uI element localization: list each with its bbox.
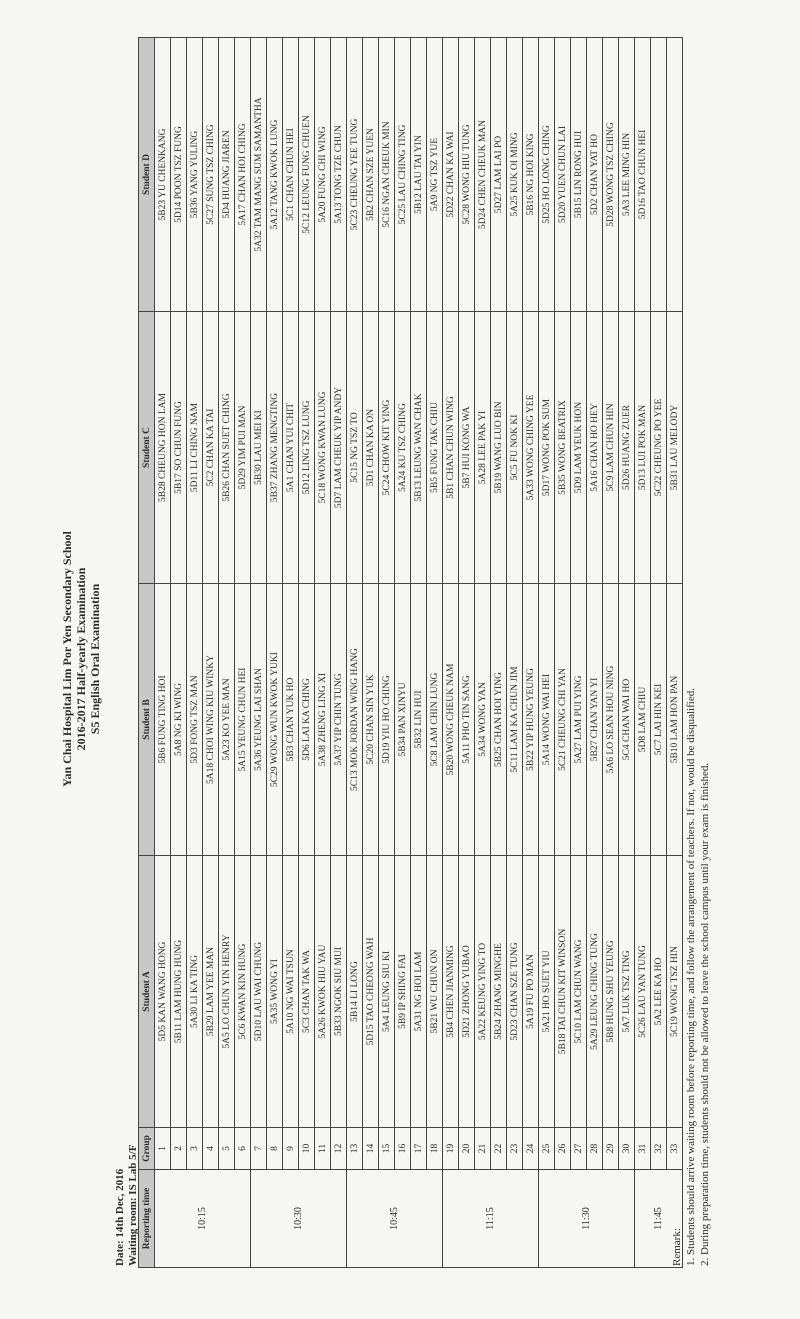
student-a-cell: 5B24 ZHANG MINGHE [491,856,507,1128]
group-cell: 17 [411,1128,427,1170]
student-a-cell: 5B11 LAM HUNG HUNG [171,856,187,1128]
student-a-cell: 5C26 LAU YAN TUNG [635,856,651,1128]
student-b-cell: 5A36 YEUNG LAI SHAN [251,584,267,856]
student-c-cell: 5A33 WONG CHING YEE [523,312,539,584]
student-a-cell: 5A29 LEUNG CHING TUNG [587,856,603,1128]
student-b-cell: 5D6 LAI KA CHING [299,584,315,856]
student-a-cell: 5A22 KEUNG YING TO [475,856,491,1128]
group-cell: 31 [635,1128,651,1170]
student-b-cell: 5C21 CHEUNG CHI YAN [555,584,571,856]
group-cell: 14 [363,1128,379,1170]
student-d-cell: 5B16 NG HOI KING [523,38,539,312]
group-cell: 5 [219,1128,235,1170]
student-b-cell: 5A23 KO YEE MAN [219,584,235,856]
group-cell: 12 [331,1128,347,1170]
table-row [587,38,603,1268]
table-row [491,38,507,1268]
table-row [203,38,219,1268]
table-row [571,38,587,1268]
student-a-cell: 5B33 NGOK SIU MUI [331,856,347,1128]
group-cell: 22 [491,1128,507,1170]
student-a-cell: 5D23 CHAN SZE TUNG [507,856,523,1128]
student-b-cell: 5B25 CHAN HOI YING [491,584,507,856]
remarks [670,688,712,1266]
student-a-cell: 5C10 LAM CHUN WANG [571,856,587,1128]
student-d-cell: 5C1 CHAN CHUN HEI [283,38,299,312]
student-b-cell: 5A15 YEUNG CHUN HEI [235,584,251,856]
student-b-cell: 5B10 LAM HON PAN [667,584,683,856]
student-d-cell: 5D28 WONG TSZ CHING [603,38,619,312]
table-row [315,38,331,1268]
student-d-cell: 5C28 WONG HIU TUNG [459,38,475,312]
student-d-cell [651,38,667,312]
table-row [299,38,315,1268]
student-d-cell: 5A25 KUK OI MING [507,38,523,312]
reporting-time-cell: 10:45 [347,1170,443,1268]
student-a-cell: 5B14 LI LONG [347,856,363,1128]
student-c-cell: 5B30 LAU MEI KI [251,312,267,584]
student-d-cell: 5B12 LAU TAI YIN [411,38,427,312]
student-c-cell: 5B31 LAU MELODY [667,312,683,584]
student-b-cell: 5A18 CHOI WING KIU WINKY [203,584,219,856]
student-a-cell: 5A7 LUK TSZ TING [619,856,635,1128]
student-d-cell: 5D24 CHEN CHEUK MAN [475,38,491,312]
student-d-cell: 5D27 LAM LAI PO [491,38,507,312]
student-b-cell: 5C7 LAI HIN KEI [651,584,667,856]
table-row [395,38,411,1268]
header-group: Group [139,1128,155,1170]
header-reporting-time: Reporting time [139,1170,155,1268]
table-row [603,38,619,1268]
student-b-cell: 5B3 CHAN YUK HO [283,584,299,856]
table-row [619,38,635,1268]
reporting-time-cell: 10:15 [155,1170,251,1268]
group-cell: 30 [619,1128,635,1170]
reporting-time-cell: 11:30 [539,1170,635,1268]
student-a-cell: 5B4 CHEN JIANMING [443,856,459,1128]
student-c-cell: 5D11 LI CHING NAM [187,312,203,584]
student-d-cell: 5D14 POON TSZ FUNG [171,38,187,312]
table-row [283,38,299,1268]
subject-title: S5 English Oral Examination [88,583,102,735]
group-cell: 26 [555,1128,571,1170]
table-row [555,38,571,1268]
group-cell: 21 [475,1128,491,1170]
student-a-cell: 5D21 ZHONG YUBAO [459,856,475,1128]
student-b-cell: 5D19 YIU HO CHING [379,584,395,856]
student-b-cell: 5C29 WONG WUN KWOK YUKI [267,584,283,856]
student-c-cell: 5B35 WONG BEATRIX [555,312,571,584]
student-a-cell: 5A2 LEE KA HO [651,856,667,1128]
student-a-cell: 5B29 LAM YEE MAN [203,856,219,1128]
student-a-cell: 5B21 WU CHUN ON [427,856,443,1128]
table-row [459,38,475,1268]
student-d-cell: 5C25 LAU CHING TING [395,38,411,312]
student-c-cell: 5C22 CHEUNG PO YEE [651,312,667,584]
student-c-cell: 5B17 SO CHUN FUNG [171,312,187,584]
student-c-cell: 5B13 LEUNG WAN CHAK [411,312,427,584]
student-d-cell: 5A13 TONG TZE CHUN [331,38,347,312]
student-b-cell: 5B27 CHAN YAN YI [587,584,603,856]
student-c-cell: 5C5 FU NOK KI [507,312,523,584]
student-a-cell: 5D15 TAO CHEONG WAH [363,856,379,1128]
group-cell: 23 [507,1128,523,1170]
student-d-cell: 5C27 SUNG TSZ CHING [203,38,219,312]
student-a-cell: 5D5 KAN WANG HONG [155,856,171,1128]
group-cell: 27 [571,1128,587,1170]
header-student-a: Student A [139,856,155,1128]
group-cell: 10 [299,1128,315,1170]
header-student-d: Student D [139,38,155,312]
group-cell: 29 [603,1128,619,1170]
student-b-cell: 5A27 LAM PUI YING [571,584,587,856]
student-b-cell: 5A38 ZHENG LING XI [315,584,331,856]
student-d-cell: 5A32 TAM MANG SUM SAMANTHA [251,38,267,312]
table-row [635,38,651,1268]
student-c-cell: 5C24 CHOW KIT YING [379,312,395,584]
student-b-cell: 5B34 PAN XINYU [395,584,411,856]
waiting-room: Waiting room: IS Lab 5/F [127,1144,139,1266]
student-a-cell: 5D10 LAU WAI CHUNG [251,856,267,1128]
table-row [427,38,443,1268]
student-c-cell: 5C9 LAM CHUN HIN [603,312,619,584]
student-b-cell: 5A37 YIP CHIN TUNG [331,584,347,856]
table-body [155,38,683,1268]
table-row [507,38,523,1268]
student-b-cell: 5A6 LO SEAN HOU NING [603,584,619,856]
student-a-cell: 5A35 WONG YI [267,856,283,1128]
student-b-cell: 5C20 CHAN SIN YUK [363,584,379,856]
document-header [60,24,102,1294]
student-c-cell: 5D9 LAM YEUK HON [571,312,587,584]
student-a-cell: 5A10 NG WAI TSUN [283,856,299,1128]
group-cell: 20 [459,1128,475,1170]
student-d-cell: 5D22 CHAN KA WAI [443,38,459,312]
student-d-cell: 5D4 HUANG JIAREN [219,38,235,312]
student-b-cell: 5A14 WONG WAI HEI [539,584,555,856]
group-cell: 24 [523,1128,539,1170]
table-row [219,38,235,1268]
student-c-cell: 5B5 FUNG TAK CHIU [427,312,443,584]
table-row [539,38,555,1268]
student-c-cell: 5D26 HUANG ZUER [619,312,635,584]
remark-item: 2. During preparation time, students should not be allowed to leave the school campus until your exam is finished. [699,762,711,1266]
student-c-cell: 5A28 LEE PAK YI [475,312,491,584]
student-c-cell: 5D1 CHAN KA ON [363,312,379,584]
student-d-cell: 5B23 YU CHENKANG [155,38,171,312]
student-d-cell: 5A20 FUNG CHI WING [315,38,331,312]
student-c-cell: 5C2 CHAN KA TAI [203,312,219,584]
student-d-cell: 5D2 CHAN YAT HO [587,38,603,312]
student-a-cell: 5A4 LEUNG SIU KI [379,856,395,1128]
student-d-cell: 5C12 LEUNG FUNG CHUEN [299,38,315,312]
student-d-cell: 5B15 LIN RONG HUI [571,38,587,312]
group-cell: 6 [235,1128,251,1170]
group-cell: 11 [315,1128,331,1170]
student-b-cell: 5C8 LAM CHIN LUNG [427,584,443,856]
group-cell: 3 [187,1128,203,1170]
student-d-cell: 5A9 NG TSZ YUE [427,38,443,312]
student-b-cell: 5B6 FUNG TING HOI [155,584,171,856]
student-b-cell: 5C13 MOK JORDAN WING HANG [347,584,363,856]
reporting-time-cell: 10:30 [251,1170,347,1268]
remarks-title: Remark: [671,1228,683,1266]
student-b-cell: 5A11 PHO TIN SANG [459,584,475,856]
school-name: Yan Chai Hospital Lim Por Yen Secondary School [60,531,74,787]
group-cell: 7 [251,1128,267,1170]
student-b-cell: 5D3 FONG TSZ MAN [187,584,203,856]
student-a-cell: 5A5 LO CHUN YIN HENRY [219,856,235,1128]
student-b-cell: 5B20 WONG CHEUK NAM [443,584,459,856]
student-d-cell: 5A17 CHAN HOI CHING [235,38,251,312]
reporting-time-cell: 11:15 [443,1170,539,1268]
student-a-cell: 5C6 KWAN KIN HUNG [235,856,251,1128]
student-c-cell: 5B19 WANG LUO BIN [491,312,507,584]
table-row [267,38,283,1268]
group-cell: 28 [587,1128,603,1170]
student-c-cell: 5B1 CHAN CHUN WING [443,312,459,584]
table-row [379,38,395,1268]
table-header-row [139,38,155,1268]
student-d-cell: 5A3 LEE MING HIN [619,38,635,312]
student-c-cell: 5D12 LING TSZ LUNG [299,312,315,584]
student-b-cell: 5B32 LIN HUI [411,584,427,856]
group-cell: 25 [539,1128,555,1170]
student-c-cell: 5A24 KU TSZ CHING [395,312,411,584]
student-c-cell: 5B28 CHEUNG HON LAM [155,312,171,584]
student-a-cell: 5B8 HUNG SHU YEUNG [603,856,619,1128]
exam-meta [114,1145,140,1266]
group-cell: 4 [203,1128,219,1170]
student-c-cell: 5A16 CHAN HO HEY [587,312,603,584]
student-a-cell: 5A31 NG HOI LAM [411,856,427,1128]
header-student-c: Student C [139,312,155,584]
student-a-cell: 5C3 CHAN TAK WA [299,856,315,1128]
student-b-cell: 5C11 LAM KA CHUN JIM [507,584,523,856]
group-cell: 13 [347,1128,363,1170]
student-d-cell: 5B36 YANG YULING [187,38,203,312]
student-a-cell: 5A26 KWOK HIU YAU [315,856,331,1128]
group-cell: 8 [267,1128,283,1170]
student-d-cell: 5B2 CHAN SZE YUEN [363,38,379,312]
group-cell: 9 [283,1128,299,1170]
student-a-cell: 5B18 TAI CHUN KIT WINSON [555,856,571,1128]
table-row [347,38,363,1268]
student-c-cell: 5C15 NG TSZ TO [347,312,363,584]
student-a-cell: 5A19 FU PO MAN [523,856,539,1128]
table-row [251,38,267,1268]
reporting-time-cell: 11:45 [635,1170,683,1268]
table-row [443,38,459,1268]
exam-title: 2016-2017 Half-yearly Examination [74,567,88,751]
table-row [523,38,539,1268]
student-c-cell: 5B37 ZHANG MENGTING [267,312,283,584]
student-b-cell: 5A8 NG KI WING [171,584,187,856]
table-row [187,38,203,1268]
table-row [235,38,251,1268]
student-c-cell: 5C18 WONG KWAN LUNG [315,312,331,584]
student-a-cell: 5C19 WONG TSZ HIN [667,856,683,1128]
student-d-cell: 5D20 YUEN CHUN LAI [555,38,571,312]
student-d-cell: 5D25 HO LONG CHING [539,38,555,312]
student-d-cell: 5D16 TAO CHUN HEI [635,38,651,312]
student-d-cell: 5C16 NGAN CHEUK MIN [379,38,395,312]
table-row [363,38,379,1268]
group-cell: 19 [443,1128,459,1170]
student-c-cell: 5D13 LUI POK MAN [635,312,651,584]
student-c-cell: 5B7 HUI KONG WA [459,312,475,584]
student-a-cell: 5B9 IP SHING FAI [395,856,411,1128]
table-row [171,38,187,1268]
student-a-cell: 5A30 LI KA TING [187,856,203,1128]
group-cell: 2 [171,1128,187,1170]
oral-exam-schedule-table [138,37,683,1268]
student-d-cell [667,38,683,312]
group-cell: 33 [667,1128,683,1170]
table-row [155,38,171,1268]
student-c-cell: 5A1 CHAN YUI CHIT [283,312,299,584]
group-cell: 15 [379,1128,395,1170]
group-cell: 16 [395,1128,411,1170]
student-c-cell: 5D17 WONG POK SUM [539,312,555,584]
student-c-cell: 5D29 YIM PUI MAN [235,312,251,584]
exam-date: Date: 14th Dec, 2016 [114,1168,126,1266]
student-c-cell: 5D7 LAM CHEUK YIP ANDY [331,312,347,584]
student-b-cell: 5A34 WONG YAN [475,584,491,856]
student-b-cell: 5B22 YIP HUNG YEUNG [523,584,539,856]
group-cell: 1 [155,1128,171,1170]
group-cell: 32 [651,1128,667,1170]
student-b-cell: 5C4 CHAN WAI HO [619,584,635,856]
table-row [475,38,491,1268]
table-row [651,38,667,1268]
group-cell: 18 [427,1128,443,1170]
table-row [331,38,347,1268]
header-student-b: Student B [139,584,155,856]
rotated-document-page [50,24,750,1294]
student-a-cell: 5A21 HO SUET YIU [539,856,555,1128]
student-b-cell: 5D8 LAM CHIU [635,584,651,856]
student-d-cell: 5C23 CHEUNG YEE TUNG [347,38,363,312]
student-d-cell: 5A12 TANG KWOK LUNG [267,38,283,312]
student-c-cell: 5B26 CHAN SUET CHING [219,312,235,584]
remark-item: 1. Students should arrive waiting room before reporting time, and follow the arrangement of teachers. If not, would be disqualified. [685,688,697,1266]
table-row [411,38,427,1268]
